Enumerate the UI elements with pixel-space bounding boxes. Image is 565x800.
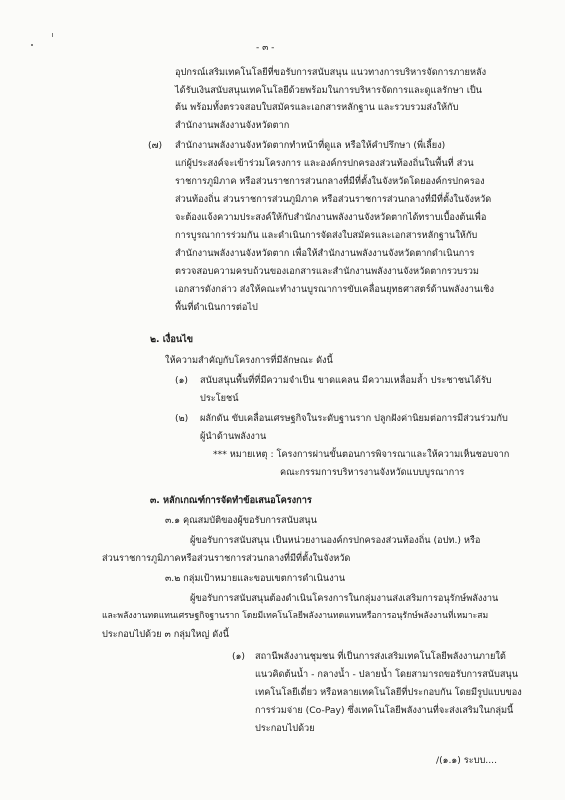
- sec2-item2-line: ผลักดัน ขับเคลื่อนเศรษฐกิจในระดับฐานราก ปลูกฝังค่านิยมต่อการมีส่วนร่วมกับ: [200, 413, 508, 424]
- sec2-item2-number: (๒): [175, 413, 189, 424]
- section-3-2-title: ๓.๒ กลุ่มเป้าหมายและขอบเขตการดำเนินงาน: [165, 573, 346, 584]
- item7-line: พื้นที่ดำเนินการต่อไป: [175, 302, 258, 313]
- section-2-intro: ให้ความสำคัญกับโครงการที่มีลักษณะ ดังนี้: [165, 355, 333, 366]
- item7-line: ราชการภูมิภาค หรือส่วนราชการส่วนกลางที่มีที่ตั้งในจังหวัดโดยองค์กรปกครอง: [175, 176, 485, 187]
- item7-line: สำนักงานพลังงานจังหวัดตากทำหน้าที่ดูแล หรือให้คำปรึกษา (พี่เลี้ยง): [175, 140, 446, 151]
- intro-line: ได้รับเงินสนับสนุนเทคโนโลยีด้วยพร้อมในการบริหารจัดการและดูแลรักษา เป็น: [175, 85, 482, 96]
- section-3-2-line: ผู้ขอรับการสนับสนุนต้องดำเนินโครงการในกลุ่มงานส่งเสริมการอนุรักษ์พลังงาน: [190, 593, 499, 604]
- sec3-item1-line: ประกอบไปด้วย: [255, 723, 315, 734]
- note-line: คณะกรรมการบริหารงานจังหวัดแบบบูรณาการ: [280, 467, 465, 478]
- item7-line: การบูรณาการร่วมกัน และดำเนินการจัดส่งใบสมัครและเอกสารหลักฐานให้กับ: [175, 230, 478, 241]
- sec3-item1-line: การร่วมจ่าย (Co-Pay) ซึ่งเทคโนโลยีพลังงานที่จะส่งเสริมในกลุ่มนี้: [255, 705, 514, 716]
- intro-line: อุปกรณ์เสริมเทคโนโลยีที่ขอรับการสนับสนุน แนวทางการบริหารจัดการภายหลัง: [175, 67, 487, 78]
- item7-line: ตรวจสอบความครบถ้วนของเอกสารและสำนักงานพลังงานจังหวัดตากรวบรวม: [175, 266, 479, 277]
- section-3-1-line: ส่วนราชการภูมิภาคหรือส่วนราชการส่วนกลางที่มีที่ตั้งในจังหวัด: [102, 553, 351, 564]
- section-2-heading: ๒. เงื่อนไข: [150, 334, 194, 345]
- continuation-marker: /(๑.๑) ระบบ....: [436, 755, 497, 766]
- sec2-item1-line: ประโยชน์: [200, 393, 239, 404]
- item7-line: สำนักงานพลังงานจังหวัดตาก เพื่อให้สำนักงานพลังงานจังหวัดตากดำเนินการ: [175, 248, 475, 259]
- section-3-heading: ๓. หลักเกณฑ์การจัดทำข้อเสนอโครงการ: [150, 495, 312, 506]
- scan-speck: [52, 33, 53, 37]
- sec3-item1-line: เทคโนโลยีเดี่ยว หรือหลายเทคโนโลยีที่ประกอบกัน โดยมีรูปแบบของ: [255, 687, 522, 698]
- section-3-2-line: และพลังงานทดแทนเศรษฐกิจฐานราก โดยมีเทคโนโลยีพลังงานทดแทนหรือการอนุรักษ์พลังงานที่เหมาะสม: [102, 611, 489, 621]
- item7-line: แก่ผู้ประสงค์จะเข้าร่วมโครงการ และองค์กรปกครองส่วนท้องถิ่นในพื้นที่ ส่วน: [175, 158, 474, 169]
- sec2-item1-number: (๑): [175, 375, 189, 386]
- item7-line: จะต้องแจ้งความประสงค์ให้กับสำนักงานพลังงานจังหวัดตากได้ทราบเบื้องต้นเพื่อ: [175, 212, 487, 223]
- sec3-item1-line: แนวคิดต้นน้ำ - กลางน้ำ - ปลายน้ำ โดยสามารถขอรับการสนับสนุน: [255, 669, 518, 680]
- page-number: - ๓ -: [256, 43, 275, 53]
- sec3-item1-line: สถานีพลังงานชุมชน ที่เป็นการส่งเสริมเทคโนโลยีพลังงานภายใต้: [255, 651, 506, 662]
- section-3-1-title: ๓.๑ คุณสมบัติของผู้ขอรับการสนับสนุน: [165, 515, 317, 526]
- item7-line: ส่วนท้องถิ่น ส่วนราชการส่วนภูมิภาค หรือส่วนราชการส่วนกลางที่มีที่ตั้งในจังหวัด: [175, 194, 492, 205]
- intro-line: ต้น พร้อมทั้งตรวจสอบใบสมัครและเอกสารหลักฐาน และรวบรวมส่งให้กับ: [175, 102, 459, 113]
- item7-line: เอกสารดังกล่าว ส่งให้คณะทำงานบูรณาการขับเคลื่อนยุทธศาสตร์ด้านพลังงานเชิง: [175, 284, 495, 295]
- sec2-item1-line: สนับสนุนพื้นที่ที่มีความจำเป็น ขาดแคลน มีความเหลื่อมล้ำ ประชาชนได้รับ: [200, 375, 492, 386]
- section-3-2-line: ประกอบไปด้วย ๓ กลุ่มใหญ่ ดังนี้: [102, 629, 229, 640]
- sec3-item1-number: (๑): [232, 651, 246, 662]
- sec2-item2-line: ผู้นำด้านพลังงาน: [200, 431, 267, 442]
- intro-line: สำนักงานพลังงานจังหวัดตาก: [175, 120, 290, 131]
- section-3-1-line: ผู้ขอรับการสนับสนุน เป็นหน่วยงานองค์กรปกครองส่วนท้องถิ่น (อปท.) หรือ: [190, 535, 481, 546]
- note-line: *** หมายเหตุ : โครงการผ่านขั้นตอนการพิจารณาและให้ความเห็นชอบจาก: [213, 449, 510, 460]
- item7-number: (๗): [148, 140, 163, 151]
- scan-speck: [31, 44, 33, 46]
